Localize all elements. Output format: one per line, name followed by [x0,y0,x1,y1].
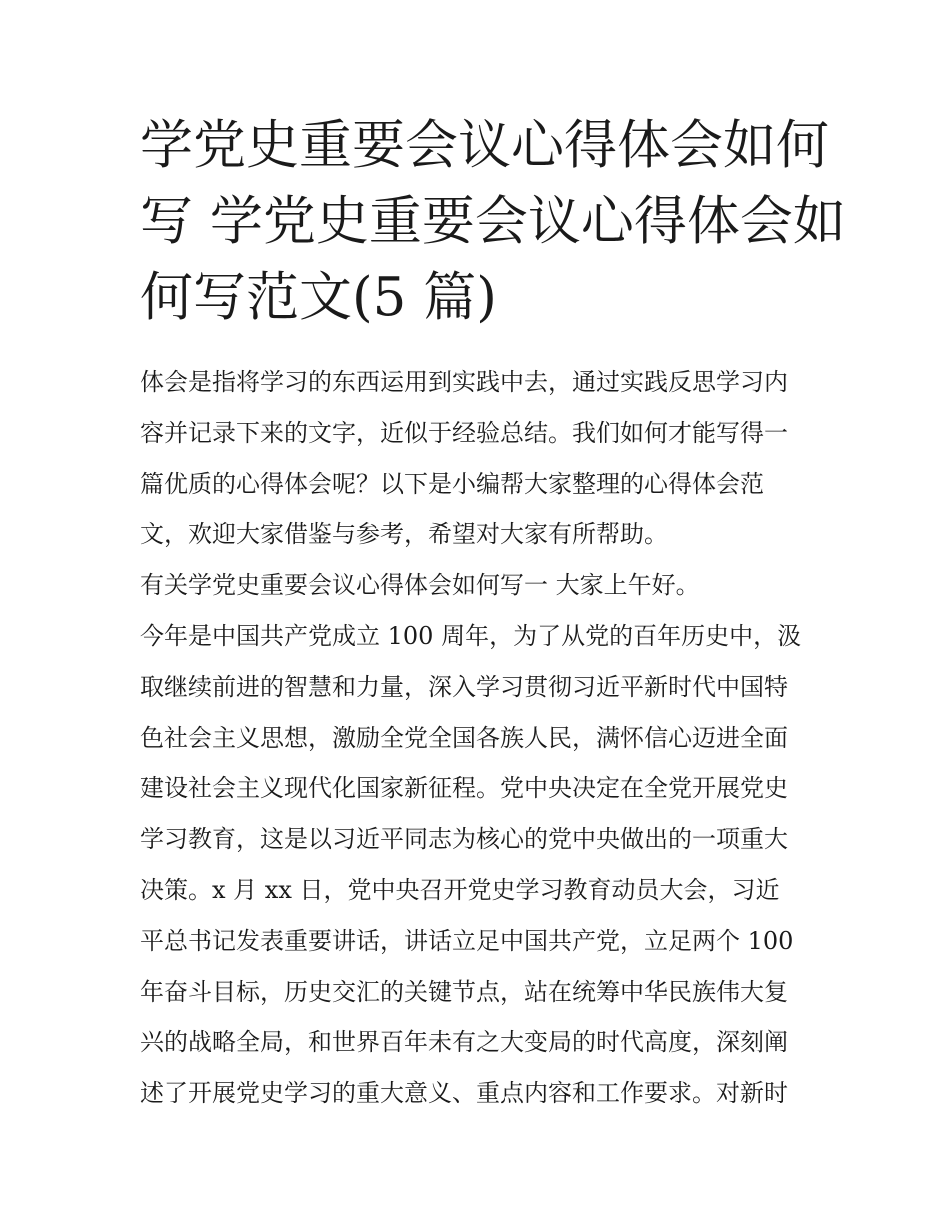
body-line: 有关学党史重要会议心得体会如何写一 大家上午好。 [140,571,700,600]
body-line: 建设社会主义现代化国家新征程。党中央决定在全党开展党史 [140,774,788,803]
body-line: 年奋斗目标，历史交汇的关键节点，站在统筹中华民族伟大复 [140,977,788,1006]
document-body [140,357,830,1119]
body-line: 兴的战略全局，和世界百年未有之大变局的时代高度，深刻阐 [140,1028,788,1057]
body-line: 篇优质的心得体会呢？以下是小编帮大家整理的心得体会范 [140,469,764,498]
document-title [140,108,846,336]
body-line: 取继续前进的智慧和力量，深入学习贯彻习近平新时代中国特 [140,672,788,701]
title-line: 学党史重要会议心得体会如何 [140,115,829,176]
body-line: 学习教育，这是以习近平同志为核心的党中央做出的一项重大 [140,825,788,854]
body-line: 述了开展党史学习的重大意义、重点内容和工作要求。对新时 [140,1079,788,1108]
title-line: 何写范文(5 篇) [140,267,497,328]
body-line: 今年是中国共产党成立 100 周年，为了从党的百年历史中，汲 [140,621,802,650]
title-line: 写 学党史重要会议心得体会如 [140,191,846,252]
body-line: 体会是指将学习的东西运用到实践中去，通过实践反思学习内 [140,368,788,396]
body-line: 容并记录下来的文字，近似于经验总结。我们如何才能写得一 [140,418,788,447]
body-line: 平总书记发表重要讲话，讲话立足中国共产党，立足两个 100 [140,926,794,955]
body-line: 文，欢迎大家借鉴与参考，希望对大家有所帮助。 [140,520,668,549]
body-line: 色社会主义思想，激励全党全国各族人民，满怀信心迈进全面 [140,723,788,752]
body-line: 决策。x 月 xx 日，党中央召开党史学习教育动员大会，习近 [140,875,780,904]
